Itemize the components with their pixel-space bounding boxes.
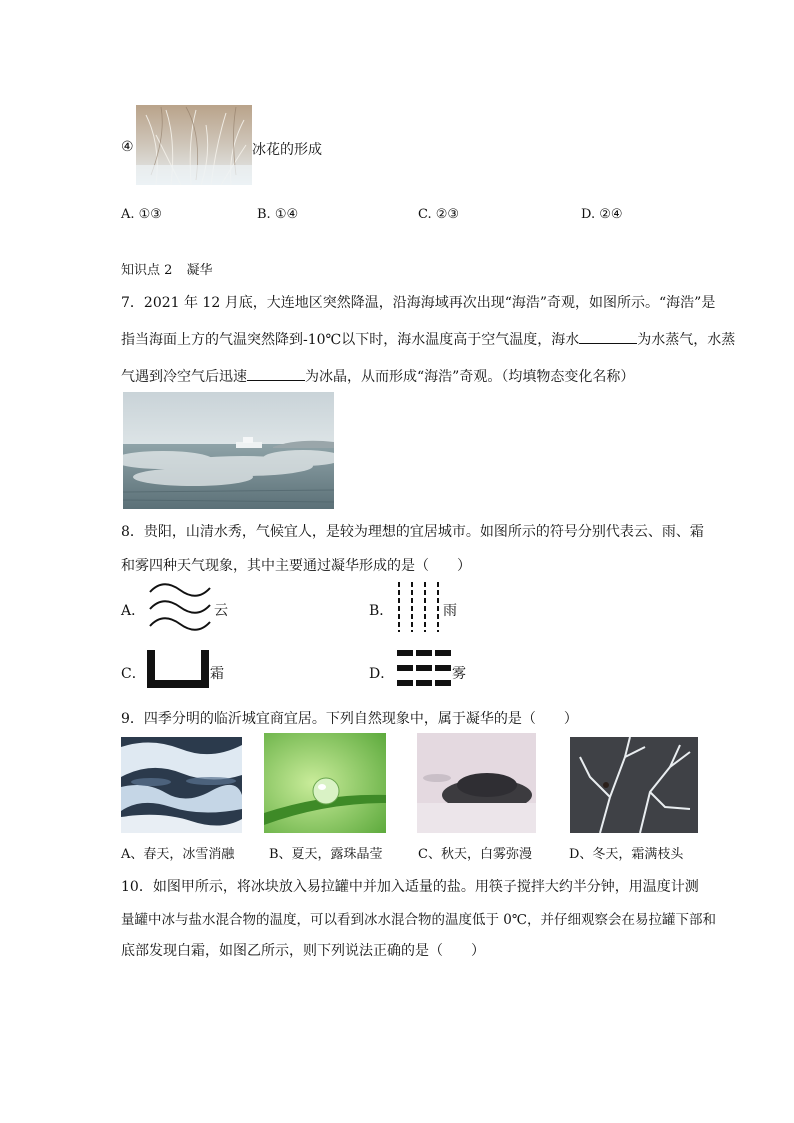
dewdrop-image[interactable] <box>264 733 386 833</box>
sea-smoke-image <box>123 392 334 509</box>
q7-text-c: 气遇到冷空气后迅速 <box>121 369 247 385</box>
q8-line-2: 和雾四种天气现象，其中主要通过凝华形成的是（ ） <box>121 558 471 574</box>
section-title: 凝华 <box>186 263 213 278</box>
q8-option-c[interactable] <box>121 663 146 683</box>
q8-option-b-letter: B． <box>369 603 394 619</box>
fog-image[interactable] <box>417 733 536 833</box>
q7-line-2 <box>121 329 735 349</box>
q10-line-3: 底部发现白霜，如图乙所示，则下列说法正确的是（ ） <box>121 943 485 959</box>
q7-blank-2[interactable] <box>247 366 305 381</box>
q6-option-c[interactable]: C. ②③ <box>418 207 460 222</box>
q8-option-c-label: 霜 <box>210 666 224 682</box>
q9-option-b[interactable]: B、夏天，露珠晶莹 <box>269 847 383 862</box>
q7-line-1: 7．2021 年 12 月底，大连地区突然降温，沿海海域再次出现“海浩”奇观，如图所示。“海浩”是 <box>121 295 716 311</box>
section-heading <box>121 259 213 278</box>
q8-option-d-letter: D． <box>369 666 395 682</box>
q8-option-a-letter: A． <box>121 603 146 619</box>
rain-symbol-icon <box>395 582 443 634</box>
q8-option-d-label: 雾 <box>452 666 466 682</box>
q8-option-d[interactable] <box>369 663 394 683</box>
q10-line-1: 10．如图甲所示，将冰块放入易拉罐中并加入适量的盐。用筷子搅拌大约半分钟，用温度计测 <box>121 879 699 895</box>
q9-option-c[interactable]: C、秋天，白雾弥漫 <box>418 847 532 862</box>
q8-option-a[interactable] <box>121 600 145 620</box>
q6-option-d[interactable]: D. ②④ <box>581 207 623 222</box>
melting-ice-image[interactable] <box>121 737 242 833</box>
section-label: 知识点 2 <box>121 263 173 278</box>
ice-flower-image <box>136 105 252 185</box>
q8-line-1: 8．贵阳，山清水秀，气候宜人，是较为理想的宜居城市。如图所示的符号分别代表云、雨、霜 <box>121 524 704 540</box>
q7-blank-1[interactable] <box>579 329 637 344</box>
q6-option-a[interactable]: A. ①③ <box>121 207 162 222</box>
item-text: 冰花的形成 <box>252 142 322 158</box>
frost-branch-image[interactable] <box>570 737 698 833</box>
q10-line-2: 量罐中冰与盐水混合物的温度，可以看到冰水混合物的温度低于 0℃，并仔细观察会在易拉罐下部和 <box>121 912 716 928</box>
q8-option-b[interactable] <box>369 600 393 620</box>
item-number: ④ <box>121 139 134 155</box>
q9-option-a[interactable]: A、春天，冰雪消融 <box>121 847 235 862</box>
q8-option-a-label: 云 <box>214 603 228 619</box>
q9-line-1: 9．四季分明的临沂城宜商宜居。下列自然现象中，属于凝华的是（ ） <box>121 711 578 727</box>
q7-text-d: 为冰晶，从而形成“海浩”奇观。（均填物态变化名称） <box>305 369 635 385</box>
cloud-symbol-icon <box>147 582 213 634</box>
q7-line-3 <box>121 366 634 386</box>
q8-option-c-letter: C． <box>121 666 146 682</box>
frost-symbol-icon <box>147 650 209 688</box>
q7-text-b: 为水蒸气，水蒸 <box>637 332 736 348</box>
q6-option-b[interactable]: B. ①④ <box>257 207 299 222</box>
q7-text-a: 指当海面上方的气温突然降到-10℃以下时，海水温度高于空气温度，海水 <box>121 332 580 348</box>
fog-symbol-icon <box>397 650 451 688</box>
q8-option-b-label: 雨 <box>443 603 457 619</box>
q9-option-d[interactable]: D、冬天，霜满枝头 <box>569 847 684 862</box>
